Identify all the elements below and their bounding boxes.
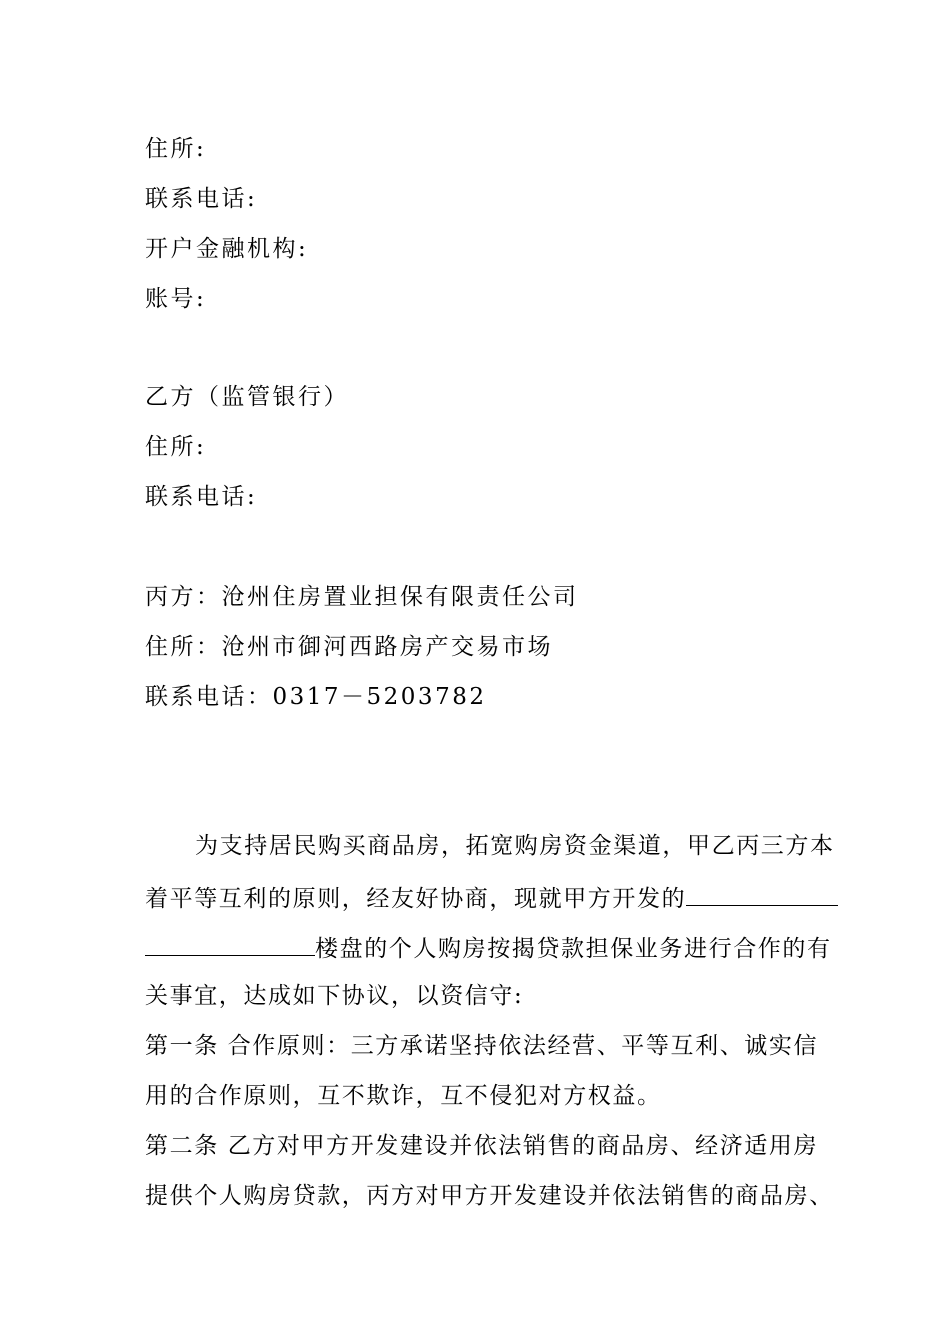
project-name-blank-1[interactable] — [686, 881, 838, 906]
party-a-phone-label: 联系电话: — [145, 186, 258, 212]
intro-line-3 — [145, 931, 859, 964]
intro-line-1 — [145, 831, 859, 861]
article-2-line-2: 提供个人购房贷款，丙方对甲方开发建设并依法销售的商品房、 — [145, 1183, 834, 1209]
intro-line-2 — [145, 881, 859, 914]
party-c-phone: 联系电话：0317－5203782 — [145, 684, 487, 710]
party-b-phone-label: 联系电话: — [145, 484, 258, 510]
party-c-address: 住所：沧州市御河西路房产交易市场 — [145, 634, 553, 660]
party-a-bank-label: 开户金融机构: — [145, 236, 309, 262]
intro-text-2: 着平等互利的原则，经友好协商，现就甲方开发的 — [145, 886, 687, 912]
article-2-line-1: 第二条 乙方对甲方开发建设并依法销售的商品房、经济适用房 — [145, 1133, 819, 1159]
intro-text-1: 为支持居民购买商品房，拓宽购房资金渠道，甲乙丙三方本 — [195, 833, 835, 859]
intro-line-4: 关事宜，达成如下协议，以资信守: — [145, 983, 524, 1009]
party-b-heading: 乙方（监管银行） — [145, 384, 349, 410]
party-a-account-label: 账号: — [145, 286, 207, 312]
party-a-address-label: 住所: — [145, 136, 207, 162]
party-b-address-label: 住所: — [145, 434, 207, 460]
intro-text-3: 楼盘的个人购房按揭贷款担保业务进行合作的有 — [315, 936, 832, 962]
article-1-line-1: 第一条 合作原则：三方承诺坚持依法经营、平等互利、诚实信 — [145, 1033, 819, 1059]
party-c-name: 丙方：沧州住房置业担保有限责任公司 — [145, 584, 579, 610]
article-1-line-2: 用的合作原则，互不欺诈，互不侵犯对方权益。 — [145, 1083, 662, 1109]
project-name-blank-2[interactable] — [145, 931, 315, 956]
